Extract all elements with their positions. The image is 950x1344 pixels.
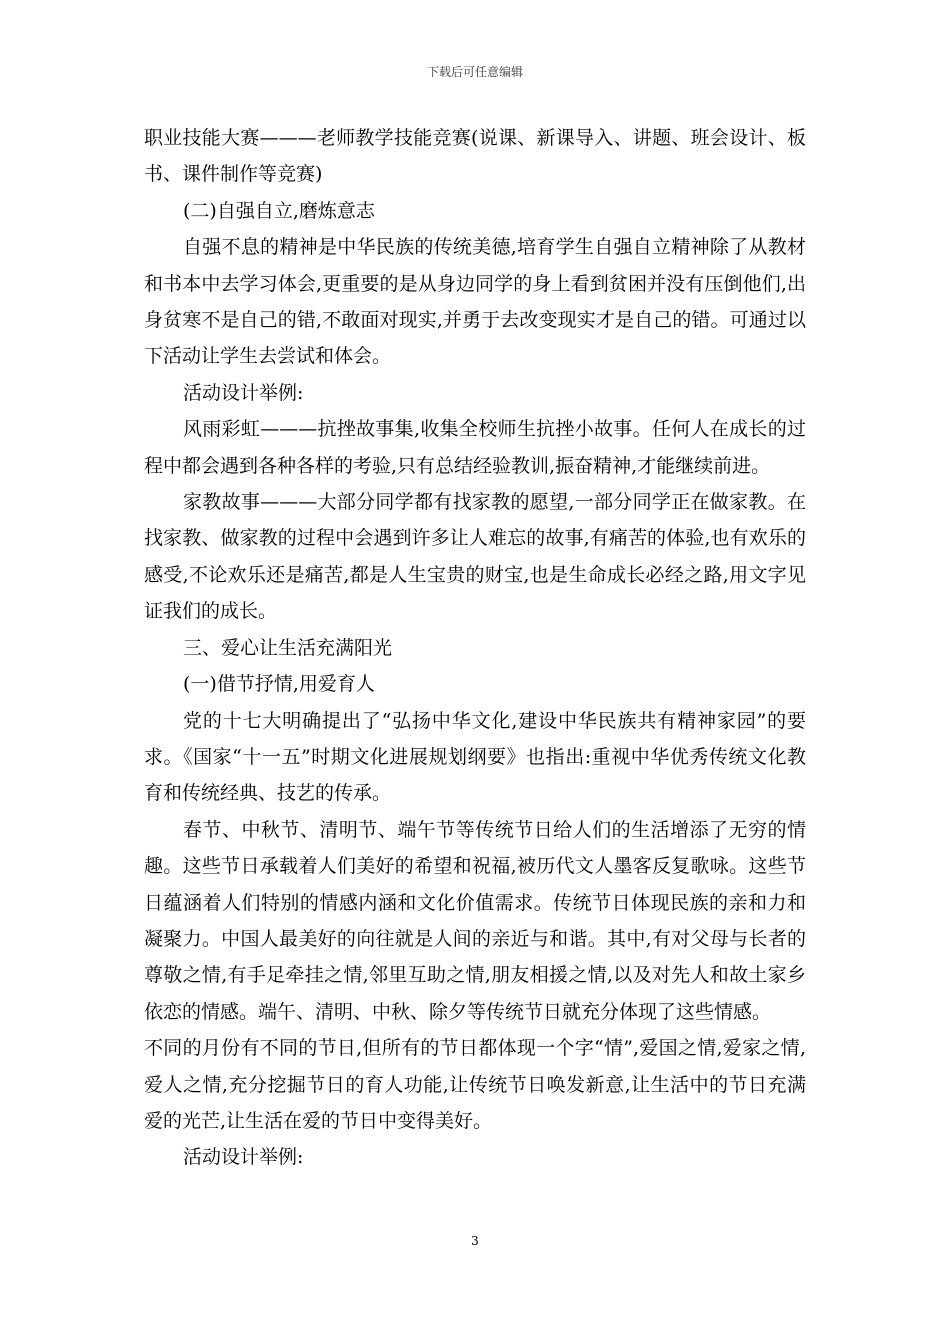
paragraph-party-congress: 党的十七大明确提出了“弘扬中华文化,建设中华民族共有精神家园”的要求。《国家“十一五”时期文化进展规划纲要》也指出:重视中华优秀传统文化教育和传统经典、技艺的传承。 bbox=[144, 709, 806, 805]
paragraph-tutoring-story: 家教故事———大部分同学都有找家教的愿望,一部分同学正在做家教。在找家教、做家教的过程中会遇到许多让人难忘的故事,有痛苦的体验,也有欢乐的感受,不论欢乐还是痛苦,都是人生宝贵的财宝,也是生命成长必经之路,用文字见证我们的成长。 bbox=[144, 491, 806, 623]
paragraph-contest: 职业技能大赛———老师教学技能竞赛(说课、新课导入、讲题、班会设计、板书、课件制作等竞赛) bbox=[144, 127, 806, 186]
paragraph-self-reliance: 自强不息的精神是中华民族的传统美德,培育学生自强自立精神除了从教材和书本中去学习体会,更重要的是从身边同学的身上看到贫困并没有压倒他们,出身贫寒不是自己的错,不敢面对现实,并勇于去改变现实才是自己的错。可通过以下活动让学生去尝试和体会。 bbox=[144, 236, 806, 368]
page-header: 下载后可任意编辑 bbox=[426, 65, 523, 79]
heading-section-three: 三、爱心让生活充满阳光 bbox=[183, 636, 393, 659]
heading-activity-example-2: 活动设计举例: bbox=[183, 1146, 304, 1169]
heading-self-reliance: (二)自强自立,磨炼意志 bbox=[183, 199, 375, 222]
page-number: 3 bbox=[471, 1234, 479, 1248]
heading-activity-example-1: 活动设计举例: bbox=[183, 381, 304, 404]
paragraph-rainbow: 风雨彩虹———抗挫故事集,收集全校师生抗挫小故事。任何人在成长的过程中都会遇到各种各样的考验,只有总结经验教训,振奋精神,才能继续前进。 bbox=[144, 418, 806, 477]
document-body bbox=[144, 120, 806, 1176]
paragraph-festival-emotion: 不同的月份有不同的节日,但所有的节日都体现一个字“情”,爱国之情,爱家之情,爱人之情,充分挖掘节日的育人功能,让传统节日唤发新意,让生活中的节日充满爱的光芒,让生活在爱的节日中变得美好。 bbox=[144, 1037, 806, 1132]
heading-festival-love: (一)借节抒情,用爱育人 bbox=[183, 673, 375, 696]
paragraph-traditional-festivals: 春节、中秋节、清明节、端午节等传统节日给人们的生活增添了无穷的情趣。这些节日承载着人们美好的希望和祝福,被历代文人墨客反复歌咏。这些节日蕴涵着人们特别的情感内涵和文化价值需求。传统节日体现民族的亲和力和凝聚力。中国人最美好的向往就是人间的亲近与和谐。其中,有对父母与长者的尊敬之情,有手足牵挂之情,邻里互助之情,朋友相援之情,以及对先人和故土家乡依恋的情感。端午、清明、中秋、除夕等传统节日就充分体现了这些情感。 bbox=[144, 818, 806, 1023]
